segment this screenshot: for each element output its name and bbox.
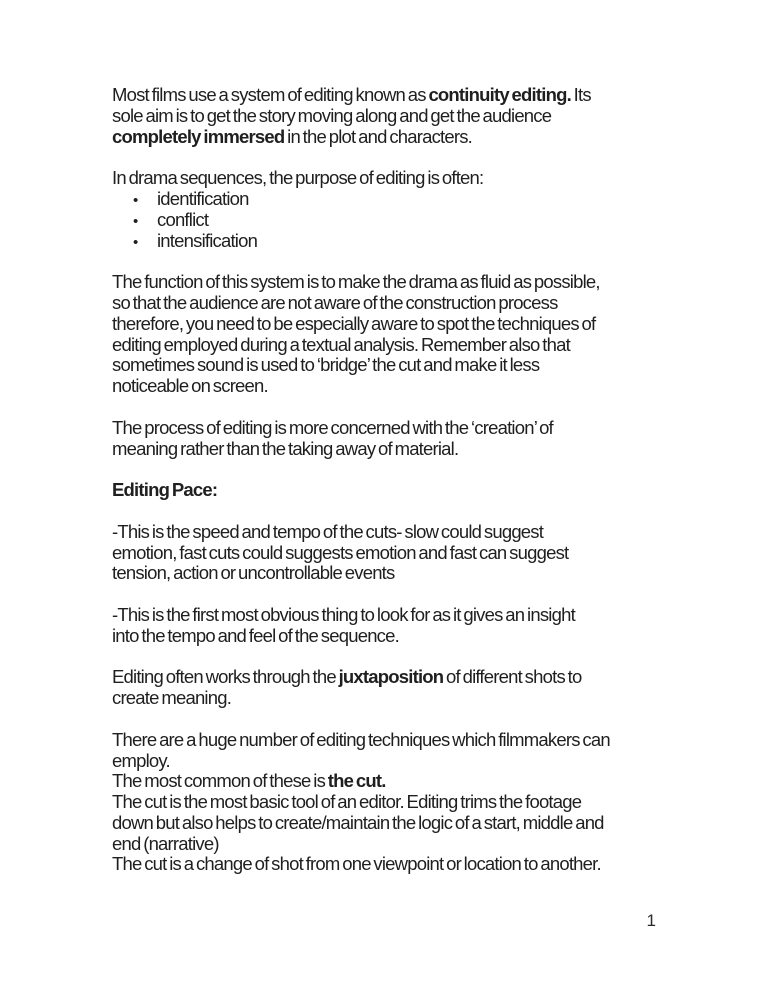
text-segment: The cut is the most basic tool of an editor. Editing trims the footage	[112, 791, 582, 813]
text-line	[112, 127, 660, 148]
text-line	[112, 751, 660, 772]
blank-line	[112, 709, 660, 730]
paragraph	[112, 168, 660, 189]
text-segment: -This is the first most obvious thing to look for as it gives an insight	[112, 603, 575, 625]
bold-text-segment: Editing Pace:	[112, 479, 218, 501]
text-line	[112, 272, 660, 293]
text-segment: create meaning.	[112, 687, 232, 709]
text-line	[112, 854, 660, 875]
text-segment: of different shots to	[443, 666, 582, 688]
blank-line	[112, 459, 660, 480]
blank-line	[112, 501, 660, 522]
text-line	[112, 834, 660, 855]
text-segment: employ.	[112, 749, 170, 771]
bullet-item	[112, 210, 660, 231]
text-line	[112, 813, 660, 834]
text-line	[112, 626, 660, 647]
text-line	[112, 667, 660, 688]
paragraph	[112, 667, 660, 709]
text-line	[112, 771, 660, 792]
text-line	[112, 543, 660, 564]
text-line	[112, 605, 660, 626]
text-segment: sometimes sound is used to ‘bridge’ the cut and make it less	[112, 354, 540, 376]
bullet-icon: •	[133, 191, 138, 209]
text-line	[112, 106, 660, 127]
text-segment: therefore, you need to be especially aware to spot the techniques of	[112, 312, 596, 334]
text-segment: meaning rather than the taking away of material.	[112, 437, 459, 459]
document-body	[112, 85, 660, 875]
text-segment: so that the audience are not aware of the construction process	[112, 291, 558, 313]
text-segment: Most films use a system of editing known as	[112, 84, 429, 105]
text-segment: In drama sequences, the purpose of editing is often:	[112, 167, 484, 189]
blank-line	[112, 147, 660, 168]
blank-line	[112, 584, 660, 605]
text-segment: into the tempo and feel of the sequence.	[112, 624, 399, 646]
bullet-item	[112, 231, 660, 252]
text-line	[112, 792, 660, 813]
text-line	[112, 688, 660, 709]
text-segment: Editing often works through the	[112, 666, 339, 688]
text-segment: The function of this system is to make the drama as fluid as possible,	[112, 271, 600, 293]
bold-text-segment: continuity editing.	[428, 84, 571, 105]
text-line	[112, 376, 660, 397]
paragraph	[112, 730, 660, 876]
text-segment: sole aim is to get the story moving along and get the audience	[112, 104, 552, 126]
bullet-text: intensification	[157, 229, 258, 251]
text-line	[112, 730, 660, 751]
text-line	[112, 563, 660, 584]
bullet-icon: •	[133, 233, 138, 251]
paragraph	[112, 605, 660, 647]
text-segment: Its	[570, 84, 591, 105]
bullet-list	[112, 189, 660, 251]
text-segment: down but also helps to create/maintain the logic of a start, middle and	[112, 811, 604, 833]
blank-line	[112, 251, 660, 272]
paragraph	[112, 418, 660, 460]
text-line	[112, 293, 660, 314]
text-line	[112, 480, 660, 501]
text-segment: in the plot and characters.	[284, 125, 473, 147]
blank-line	[112, 647, 660, 668]
text-line	[112, 522, 660, 543]
text-line	[112, 335, 660, 356]
text-segment: tension, action or uncontrollable events	[112, 562, 395, 584]
bold-text-segment: completely immersed	[112, 125, 285, 147]
bold-text-segment: juxtaposition	[338, 666, 444, 688]
text-segment: noticeable on screen.	[112, 375, 268, 397]
blank-line	[112, 397, 660, 418]
text-segment: -This is the speed and tempo of the cuts- slow could suggest	[112, 520, 544, 542]
text-segment: There are a huge number of editing techniques which filmmakers can	[112, 728, 610, 750]
text-line	[112, 439, 660, 460]
text-line	[112, 314, 660, 335]
text-line	[112, 355, 660, 376]
text-segment: The cut is a change of shot from one viewpoint or location to another.	[112, 853, 601, 875]
bullet-icon: •	[133, 212, 138, 230]
bold-text-segment: the cut.	[327, 770, 386, 792]
page-number: 1	[646, 911, 656, 930]
text-segment: editing employed during a textual analysis. Remember also that	[112, 333, 570, 355]
text-segment: The process of editing is more concerned with the ‘creation’ of	[112, 416, 553, 438]
bullet-text: conflict	[157, 208, 209, 230]
paragraph	[112, 272, 660, 397]
paragraph	[112, 522, 660, 584]
text-line	[112, 85, 660, 106]
text-segment: emotion, fast cuts could suggests emotion and fast can suggest	[112, 541, 569, 563]
bullet-text: identification	[157, 187, 249, 209]
paragraph	[112, 480, 660, 501]
text-line	[112, 168, 660, 189]
text-segment: The most common of these is	[112, 770, 328, 792]
text-line	[112, 418, 660, 439]
bullet-item	[112, 189, 660, 210]
text-segment: end (narrative)	[112, 832, 219, 854]
paragraph	[112, 85, 660, 147]
